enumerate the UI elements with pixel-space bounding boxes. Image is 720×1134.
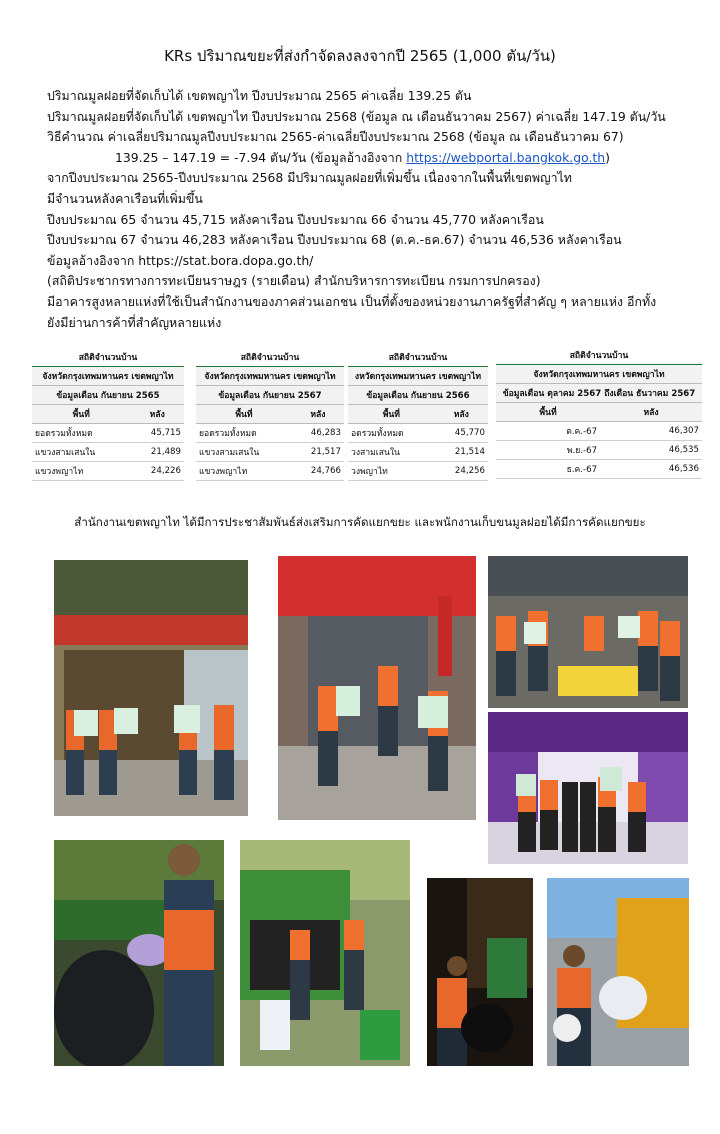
text-line: จากปีงบประมาณ 2565-ปีงบประมาณ 2568 มีปริมาณมูลฝอยที่เพิ่มขึ้น เนื่องจากในพื้นที่เขตพญาไท (47, 170, 572, 186)
stat-table-2567 (196, 350, 344, 481)
stat-province: งหวัดกรุงเทพมหานคร เขตพญาไท (348, 367, 488, 386)
text-line: ปีงบประมาณ 65 จำนวน 45,715 หลังคาเรือน ปีงบประมาณ 66 จำนวน 45,770 หลังคาเรือน (47, 211, 544, 227)
stat-rows (32, 405, 184, 481)
photo-red-shop (278, 556, 476, 820)
row-area: ต.ค.-67 (496, 422, 600, 441)
photo-caption: สำนักงานเขตพญาไท ได้มีการประชาสัมพันธ์ส่งเสริมการคัดแยกขยะ และพนักงานเก็บขนมูลฝอยได้มีการคัดแยกขยะ (74, 515, 646, 529)
col-area: พื้นที่ (348, 405, 435, 424)
col-area: พื้นที่ (196, 405, 292, 424)
row-area: ยอดรวมทั้งหมด (196, 424, 292, 443)
stat-province: จังหวัดกรุงเทพมหานคร เขตพญาไท (496, 365, 702, 384)
photo-bank-office (488, 712, 688, 864)
text-line: มีอาคารสูงหลายแห่งที่ใช้เป็นสำนักงานของภาคส่วนเอกชน เป็นที่ตั้งของหน่วยงานภาครัฐที่สำคัญ ๆ หลายแห่ง อีกทั้ง (47, 293, 657, 309)
row-count: 46,283 (292, 424, 344, 443)
row-area: อดรวมทั้งหมด (348, 424, 435, 443)
stat-rows (348, 405, 488, 481)
row-count: 24,766 (292, 462, 344, 481)
row-area: แขวงสามเสนใน (196, 443, 292, 462)
row-count: 46,535 (600, 441, 702, 460)
row-area: พ.ย.-67 (496, 441, 600, 460)
text-line: (สถิติประชากรทางการทะเบียนราษฎร (รายเดือน) สำนักบริหารการทะเบียน กรมการปกครอง) (47, 273, 541, 289)
photo-worker-sorting (54, 840, 224, 1066)
row-area: วงสามเสนใน (348, 443, 435, 462)
text-line: ปีงบประมาณ 67 จำนวน 46,283 หลังคาเรือน ปีงบประมาณ 68 (ต.ค.-ธค.67) จำนวน 46,536 หลังคาเรือน (47, 232, 622, 248)
photo-street-group (488, 556, 688, 708)
calc-end: ) (605, 149, 610, 165)
photo-shopfront (54, 560, 248, 816)
table-row (196, 462, 344, 481)
row-count: 21,514 (435, 443, 488, 462)
body-paragraphs (47, 86, 707, 333)
row-count: 45,715 (130, 424, 184, 443)
text-line: มีจำนวนหลังคาเรือนที่เพิ่มขึ้น (47, 190, 203, 206)
table-row (32, 424, 184, 443)
col-area: พื้นที่ (496, 403, 600, 422)
stat-month: ข้อมูลเดือน กันยายน 2565 (32, 386, 184, 405)
col-count: หลัง (130, 405, 184, 424)
row-count: 45,770 (435, 424, 488, 443)
text-line (47, 148, 707, 169)
calc-text: 139.25 – 147.19 = -7.94 ตัน/วัน (ข้อมูลอ้างอิงจาก (115, 149, 407, 165)
stat-table-2566 (348, 350, 488, 481)
row-area: แขวงพญาไท (196, 462, 292, 481)
stat-header: สถิติจำนวนบ้าน (196, 350, 344, 367)
stat-month: ข้อมูลเดือน ตุลาคม 2567 ถึงเดือน ธันวาคม 2567 (496, 384, 702, 403)
row-count: 46,307 (600, 422, 702, 441)
reference-link[interactable]: https://webportal.bangkok.go.th (406, 149, 606, 165)
text-line: ข้อมูลอ้างอิงจาก https://stat.bora.dopa.go.th/ (47, 252, 314, 268)
stat-rows (496, 403, 702, 479)
text-line: ปริมาณมูลฝอยที่จัดเก็บได้ เขตพญาไท ปีงบประมาณ 2565 ค่าเฉลี่ย 139.25 ตัน (47, 88, 472, 103)
stat-table-2565 (32, 350, 184, 481)
table-row (196, 424, 344, 443)
table-row (32, 443, 184, 462)
table-row (496, 422, 702, 441)
stat-header: สถิติจำนวนบ้าน (32, 350, 184, 367)
stat-header: สถิติจำนวนบ้าน (348, 350, 488, 367)
stat-month: ข้อมูลเดือน กันยายน 2567 (196, 386, 344, 405)
col-area: พื้นที่ (32, 405, 130, 424)
table-row (32, 462, 184, 481)
table-row (348, 443, 488, 462)
page-title: KRs ปริมาณขยะที่ส่งกำจัดลงลงจากปี 2565 (1,000 ตัน/วัน) (164, 47, 556, 65)
col-count: หลัง (600, 403, 702, 422)
photo-garbage-truck (240, 840, 410, 1066)
row-count: 21,489 (130, 443, 184, 462)
text-line: ยังมีย่านการค้าที่สำคัญหลายแห่ง (47, 314, 222, 330)
stat-province: จังหวัดกรุงเทพมหานคร เขตพญาไท (196, 367, 344, 386)
table-row (348, 462, 488, 481)
col-count: หลัง (435, 405, 488, 424)
stat-rows (196, 405, 344, 481)
table-row (496, 460, 702, 479)
row-area: วงพญาไท (348, 462, 435, 481)
row-area: ธ.ค.-67 (496, 460, 600, 479)
table-row (348, 424, 488, 443)
stat-month: ข้อมูลเดือน กันยายน 2566 (348, 386, 488, 405)
photo-recycling-truck (547, 878, 689, 1066)
row-area: แขวงพญาไท (32, 462, 130, 481)
row-count: 21,517 (292, 443, 344, 462)
stat-province: จังหวัดกรุงเทพมหานคร เขตพญาไท (32, 367, 184, 386)
row-count: 24,256 (435, 462, 488, 481)
table-row (196, 443, 344, 462)
stat-table-2568 (496, 348, 702, 479)
text-line: วิธีคำนวณ ค่าเฉลี่ยปริมาณมูลปีงบประมาณ 2565-ค่าเฉลี่ยปีงบประมาณ 2568 (ข้อมูล ณ เดือนธันวาคม 67) (47, 129, 624, 145)
row-count: 24,226 (130, 462, 184, 481)
photo-night-worker (427, 878, 533, 1066)
col-count: หลัง (292, 405, 344, 424)
table-row (496, 441, 702, 460)
stat-header: สถิติจำนวนบ้าน (496, 348, 702, 365)
row-area: แขวงสามเสนใน (32, 443, 130, 462)
text-line: ปริมาณมูลฝอยที่จัดเก็บได้ เขตพญาไท ปีงบประมาณ 2568 (ข้อมูล ณ เดือนธันวาคม 2567) ค่าเฉลี่ย 147.19 ตัน/วัน (47, 108, 666, 124)
row-area: ยอดรวมทั้งหมด (32, 424, 130, 443)
row-count: 46,536 (600, 460, 702, 479)
